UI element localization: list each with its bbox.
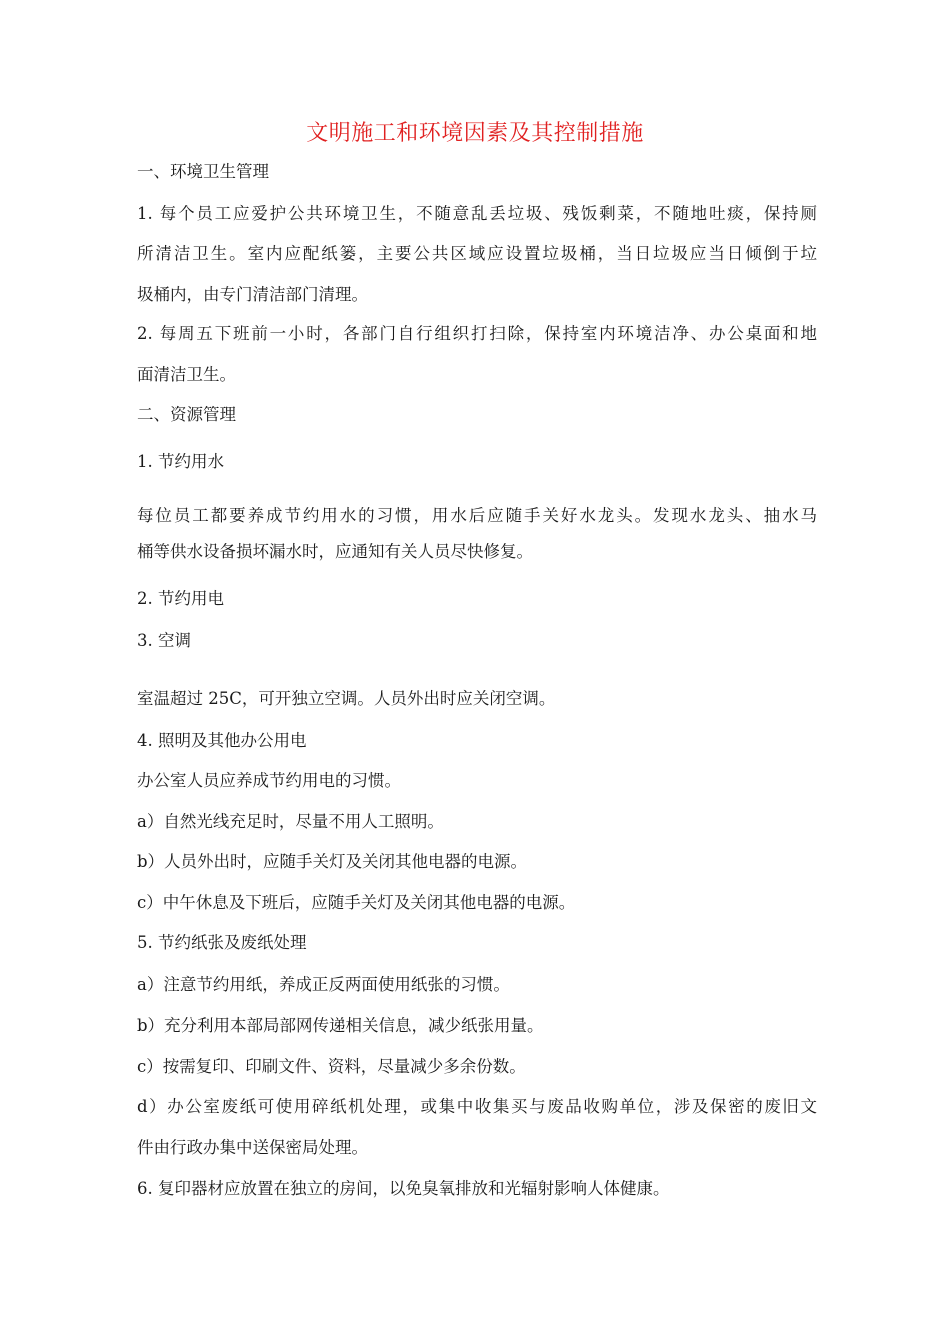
list-item: a）自然光线充足时，尽量不用人工照明。: [137, 812, 444, 831]
list-item: c）按需复印、印刷文件、资料，尽量减少多余份数。: [137, 1057, 526, 1076]
paragraph-line: 2. 每周五下班前一小时，各部门自行组织打扫除，保持室内环境洁净、办公桌面和地: [137, 324, 817, 343]
list-item: b）人员外出时，应随手关灯及关闭其他电器的电源。: [137, 852, 528, 871]
paragraph-line: 办公室人员应养成节约用电的习惯。: [137, 771, 401, 790]
subheading-lighting: 4. 照明及其他办公用电: [137, 731, 307, 750]
list-item: a）注意节约用纸，养成正反两面使用纸张的习惯。: [137, 975, 510, 994]
subheading-paper: 5. 节约纸张及废纸处理: [137, 933, 307, 952]
paragraph-line: 面清洁卫生。: [137, 365, 236, 384]
subheading-electricity: 2. 节约用电: [137, 589, 224, 608]
subheading-aircon: 3. 空调: [137, 631, 191, 650]
paragraph-line: 桶等供水设备损坏漏水时，应通知有关人员尽快修复。: [137, 542, 533, 561]
paragraph-line: 室温超过 25C，可开独立空调。人员外出时应关闭空调。: [137, 689, 556, 708]
document-title: 文明施工和环境因素及其控制措施: [306, 121, 644, 146]
section-heading-resources: 二、资源管理: [137, 405, 236, 424]
list-item: 件由行政办集中送保密局处理。: [137, 1138, 368, 1157]
paragraph-line: 1. 每个员工应爱护公共环境卫生，不随意乱丢垃圾、残饭剩菜，不随地吐痰，保持厕: [137, 204, 817, 223]
paragraph-line: 圾桶内，由专门清洁部门清理。: [137, 285, 368, 304]
list-item: d）办公室废纸可使用碎纸机处理，或集中收集买与废品收购单位，涉及保密的废旧文: [137, 1097, 817, 1116]
paragraph-line: 每位员工都要养成节约用水的习惯，用水后应随手关好水龙头。发现水龙头、抽水马: [137, 506, 817, 525]
paragraph-line: 所清洁卫生。室内应配纸篓，主要公共区域应设置垃圾桶，当日垃圾应当日倾倒于垃: [137, 244, 817, 263]
paragraph-line: 6. 复印器材应放置在独立的房间，以免臭氧排放和光辐射影响人体健康。: [137, 1179, 670, 1198]
section-heading-environment: 一、环境卫生管理: [137, 162, 269, 181]
subheading-water: 1. 节约用水: [137, 452, 224, 471]
list-item: b）充分利用本部局部网传递相关信息，减少纸张用量。: [137, 1016, 544, 1035]
list-item: c）中午休息及下班后，应随手关灯及关闭其他电器的电源。: [137, 893, 576, 912]
